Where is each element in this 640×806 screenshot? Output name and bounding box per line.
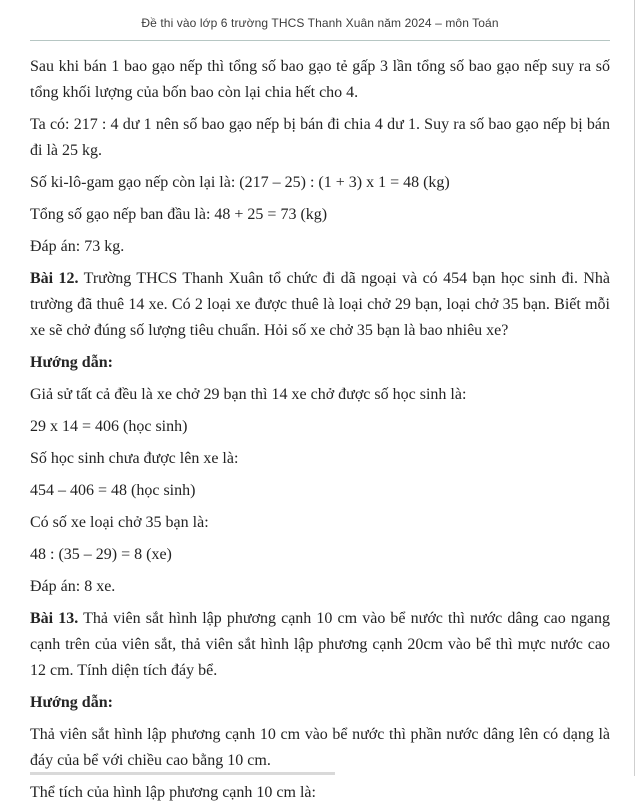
formula-paragraph [30,478,610,504]
paragraph-text: Thả viên sắt hình lập phương cạnh 10 cm vào bể nước thì phần nước dâng lên có dạng là đáy của bể với chiều cao bằng 10 cm. [30,726,610,769]
guidance-heading [30,350,610,376]
guidance-heading [30,690,610,716]
paragraph [30,382,610,408]
paragraph [30,170,610,196]
paragraph-text: Số học sinh chưa được lên xe là: [30,450,239,467]
paragraph-text: Giả sử tất cả đều là xe chở 29 bạn thì 14 xe chở được số học sinh là: [30,386,467,403]
formula-paragraph [30,542,610,568]
paragraph-text: Đáp án: 73 kg. [30,238,125,255]
answer-paragraph [30,574,610,600]
paragraph-text: Sau khi bán 1 bao gạo nếp thì tổng số bao gạo tẻ gấp 3 lần tổng số bao gạo nếp suy ra số tổng khối lượng của bốn bao còn lại chia hết cho 4. [30,58,610,101]
paragraph-text: Có số xe loại chở 35 bạn là: [30,514,209,531]
paragraph-text: Số ki-lô-gam gạo nếp còn lại là: (217 – 25) : (1 + 3) x 1 = 48 (kg) [30,174,450,191]
problem-number-label: Bài 13. [30,610,79,627]
problem-12-paragraph [30,266,610,344]
paragraph [30,446,610,472]
paragraph [30,202,610,228]
paragraph-text: Ta có: 217 : 4 dư 1 nên số bao gạo nếp bị bán đi chia 4 dư 1. Suy ra số bao gạo nếp bị bán đi là 25 kg. [30,116,610,159]
paragraph [30,722,610,774]
formula-paragraph [30,414,610,440]
problem-13-paragraph [30,606,610,684]
paragraph-text: Thả viên sắt hình lập phương cạnh 10 cm vào bể nước thì nước dâng cao ngang cạnh trên của viên sắt, thả viên sắt hình lập phương cạnh 20cm vào bể thì mực nước cao 12 cm. Tính diện tích đáy bể. [30,610,611,679]
cut-off-next-line [30,772,335,775]
document-body [0,41,640,806]
problem-number-label: Bài 12. [30,270,79,287]
answer-paragraph [30,234,610,260]
paragraph-text: Đáp án: 8 xe. [30,578,116,595]
page-header-title: Đề thi vào lớp 6 trường THCS Thanh Xuân năm 2024 – môn Toán [141,16,499,30]
paragraph-text: Tổng số gạo nếp ban đầu là: 48 + 25 = 73 (kg) [30,206,328,223]
paragraph [30,54,610,106]
paragraph [30,780,610,806]
paragraph-text: 454 – 406 = 48 (học sinh) [30,482,196,499]
guidance-label: Hướng dẫn: [30,694,113,711]
scrollbar-track-line[interactable] [634,0,635,776]
paragraph-text: 29 x 14 = 406 (học sinh) [30,418,188,435]
guidance-label: Hướng dẫn: [30,354,113,371]
paragraph [30,510,610,536]
paragraph-text: Trường THCS Thanh Xuân tổ chức đi dã ngoại và có 454 bạn học sinh đi. Nhà trường đã thuê 14 xe. Có 2 loại xe được thuê là loại chở 29 bạn, loại chở 35 bạn. Biết mỗi xe sẽ chở đúng số lượng tiêu chuẩn. Hỏi số xe chở 35 bạn là bao nhiêu xe? [30,270,610,339]
paragraph-text: 48 : (35 – 29) = 8 (xe) [30,546,172,563]
paragraph-text: Thể tích của hình lập phương cạnh 10 cm là: [30,784,316,801]
paragraph [30,112,610,164]
